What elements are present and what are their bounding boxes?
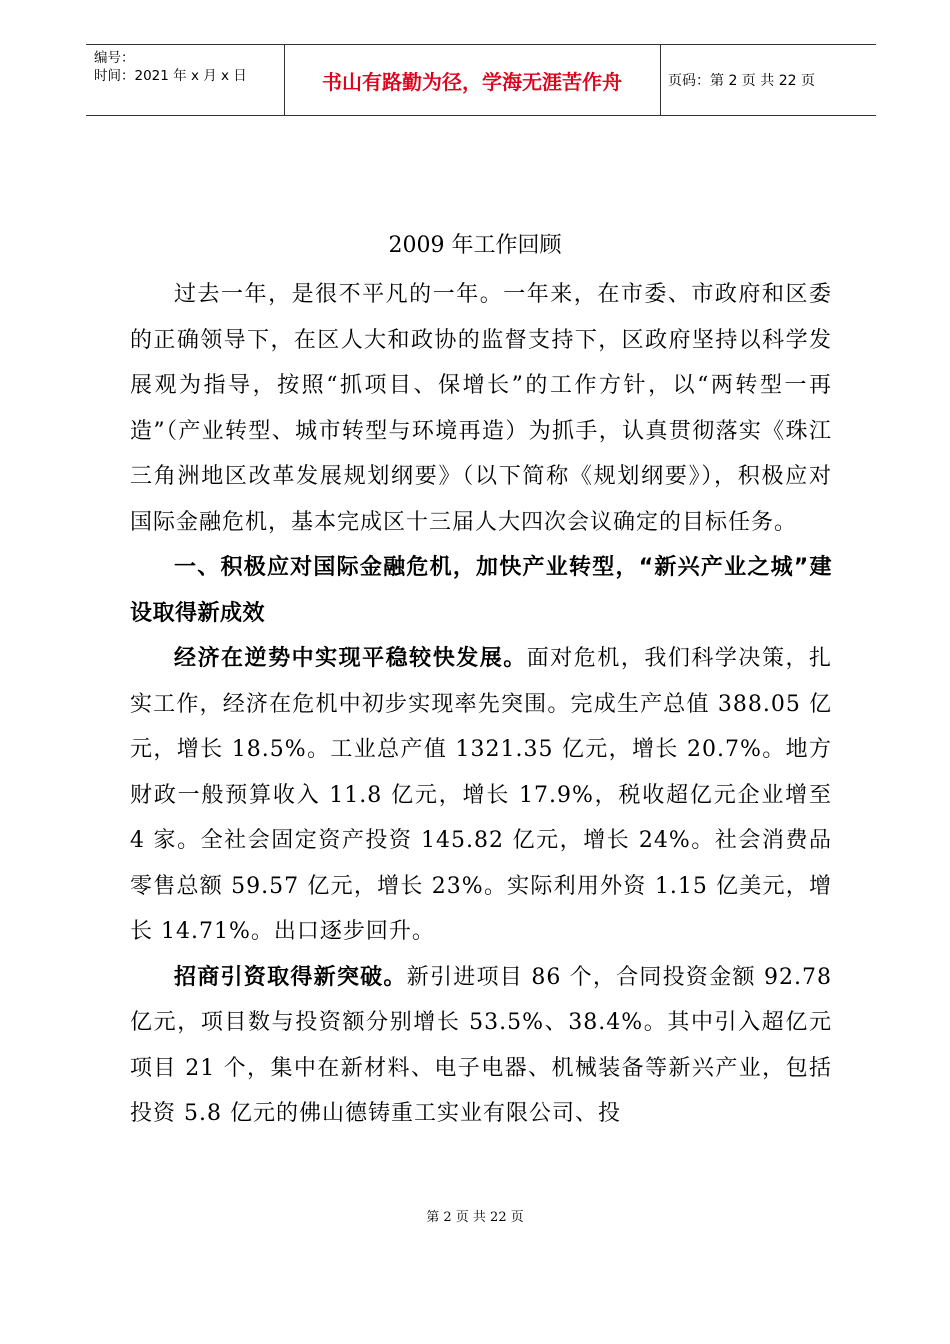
header-motto: 书山有路勤为径，学海无涯苦作舟 [322,69,622,94]
document-title: 2009 年工作回顾 [388,233,562,258]
time-label: 时间：2021 年 x 月 x 日 [94,68,247,84]
page-footer: 第 2 页 共 22 页 [426,1210,524,1225]
header-meta [94,49,247,85]
paragraph-text: 新引进项目 86 个，合同投资金额 92.78 亿元，项目数与投资额分别增长 53.5%、38.4%。其中引入超亿元项目 21 个，集中在新材料、电子电器、机械装备等新兴产业，包括投资 5.8 亿元的佛山德铸重工实业有限公司、投 [130,964,832,1126]
paragraph [130,955,832,1137]
document-body [130,272,832,1137]
paragraph: 过去一年，是很不平凡的一年。一年来，在市委、市政府和区委的正确领导下，在区人大和政协的监督支持下，区政府坚持以科学发展观为指导，按照“抓项目、保增长”的工作方针，以“两转型一再造”（产业转型、城市转型与环境再造）为抓手，认真贯彻落实《珠江三角洲地区改革发展规划纲要》（以下简称《规划纲要》），积极应对国际金融危机，基本完成区十三届人大四次会议确定的目标任务。 [130,282,832,535]
header-divider [284,45,285,115]
paragraph-text: 面对危机，我们科学决策，扎实工作，经济在危机中初步实现率先突围。完成生产总值 388.05 亿元，增长 18.5%。工业总产值 1321.35 亿元，增长 20.7%。地方财政一般预算收入 11.8 亿元，增长 17.9%，税收超亿元企业增至 4 家。全社会固定资产投资 145.82 亿元，增长 24%。社会消费品零售总额 59.57 亿元，增长 23%。实际利用外资 1.15 亿美元，增长 14.71%。出口逐步回升。 [130,646,832,944]
number-label: 编号： [94,50,135,66]
paragraph-lead: 招商引资取得新突破。 [174,963,407,990]
header-page-info: 页码：第 2 页 共 22 页 [668,73,815,89]
page-header [86,44,876,116]
paragraph-lead: 经济在逆势中实现平稳较快发展。 [174,645,527,671]
section-heading: 一、积极应对国际金融危机，加快产业转型，“新兴产业之城”建设取得新成效 [130,555,832,626]
header-divider [660,45,661,115]
paragraph [130,636,832,955]
